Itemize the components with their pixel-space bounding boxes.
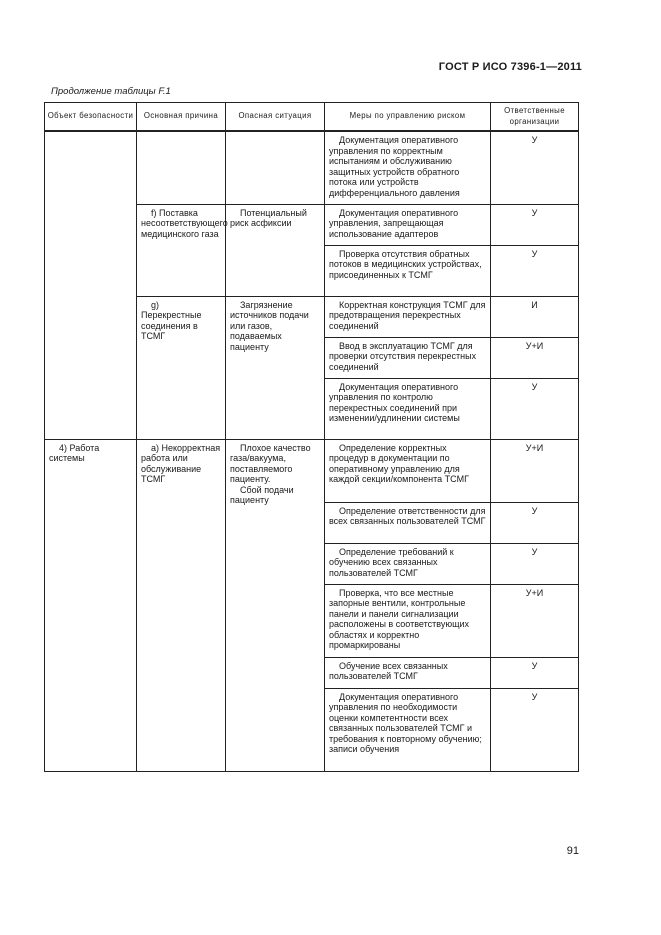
column-header: Меры по управлению риском: [325, 103, 491, 132]
cell-cause: [137, 131, 226, 204]
cell-situation: Плохое качество газа/вакуума, поставляемого пациенту. Сбой подачи пациенту: [226, 439, 325, 771]
cell-org: И: [491, 296, 579, 337]
cell-org: У+И: [491, 439, 579, 502]
cell-org: У+И: [491, 337, 579, 378]
cell-situation: Загрязнение источников подачи или газов, подаваемых пациенту: [226, 296, 325, 439]
cell-measure: Проверка отсутствия обратных потоков в медицинских устройствах, присоединенных к ТСМГ: [325, 245, 491, 296]
cell-measure: Определение корректных процедур в документации по оперативному управлению для каждой секции/компонента ТСМГ: [325, 439, 491, 502]
column-header: Опасная ситуация: [226, 103, 325, 132]
cell-object: 4) Работа системы: [45, 439, 137, 771]
document-code: ГОСТ Р ИСО 7396-1—2011: [438, 61, 582, 73]
table-header-row: [45, 103, 579, 132]
cell-measure: Определение ответственности для всех связанных пользователей ТСМГ: [325, 502, 491, 543]
cell-measure: Корректная конструкция ТСМГ для предотвращения перекрестных соединений: [325, 296, 491, 337]
page-number: 91: [566, 845, 579, 857]
risk-table: [44, 102, 579, 772]
cell-situation: [226, 131, 325, 204]
cell-object: [45, 131, 137, 439]
cell-org: У+И: [491, 584, 579, 657]
cell-measure: Ввод в эксплуатацию ТСМГ для проверки отсутствия перекрестных соединений: [325, 337, 491, 378]
cell-measure: Документация оперативного управления по корректным испытаниям и обслуживанию защитных устройств обратного потока или устройств дифференциального давления: [325, 131, 491, 204]
cell-org: У: [491, 131, 579, 204]
cell-cause: а) Некорректная работа или обслуживание ТСМГ: [137, 439, 226, 771]
cell-org: У: [491, 378, 579, 439]
cell-cause: f) Поставка несоответствующего медицинского газа: [137, 204, 226, 296]
cell-org: У: [491, 245, 579, 296]
cell-cause: g) Перекрестные соединения в ТСМГ: [137, 296, 226, 439]
column-header: Основная причина: [137, 103, 226, 132]
column-header: Объект безопасности: [45, 103, 137, 132]
cell-situation: Потенциальный риск асфиксии: [226, 204, 325, 296]
cell-measure: Определение требований к обучению всех связанных пользователей ТСМГ: [325, 543, 491, 584]
table-caption: Продолжение таблицы F.1: [51, 86, 171, 97]
column-header: Ответственные организации: [491, 103, 579, 132]
cell-measure: Документация оперативного управления по необходимости оценки компетентности всех связанных пользователей ТСМГ и требования к повторному обучению; записи обучения: [325, 688, 491, 771]
cell-org: У: [491, 204, 579, 245]
table-row: [45, 131, 579, 204]
cell-org: У: [491, 688, 579, 771]
cell-org: У: [491, 657, 579, 688]
table-row: [45, 439, 579, 502]
cell-measure: Документация оперативного управления по контролю перекрестных соединений при изменении/удлинении системы: [325, 378, 491, 439]
cell-measure: Документация оперативного управления, запрещающая использование адаптеров: [325, 204, 491, 245]
cell-measure: Обучение всех связанных пользователей ТСМГ: [325, 657, 491, 688]
cell-org: У: [491, 543, 579, 584]
cell-org: У: [491, 502, 579, 543]
cell-measure: Проверка, что все местные запорные вентили, контрольные панели и панели сигнализации расположены в соответствующих областях и корректно промаркированы: [325, 584, 491, 657]
